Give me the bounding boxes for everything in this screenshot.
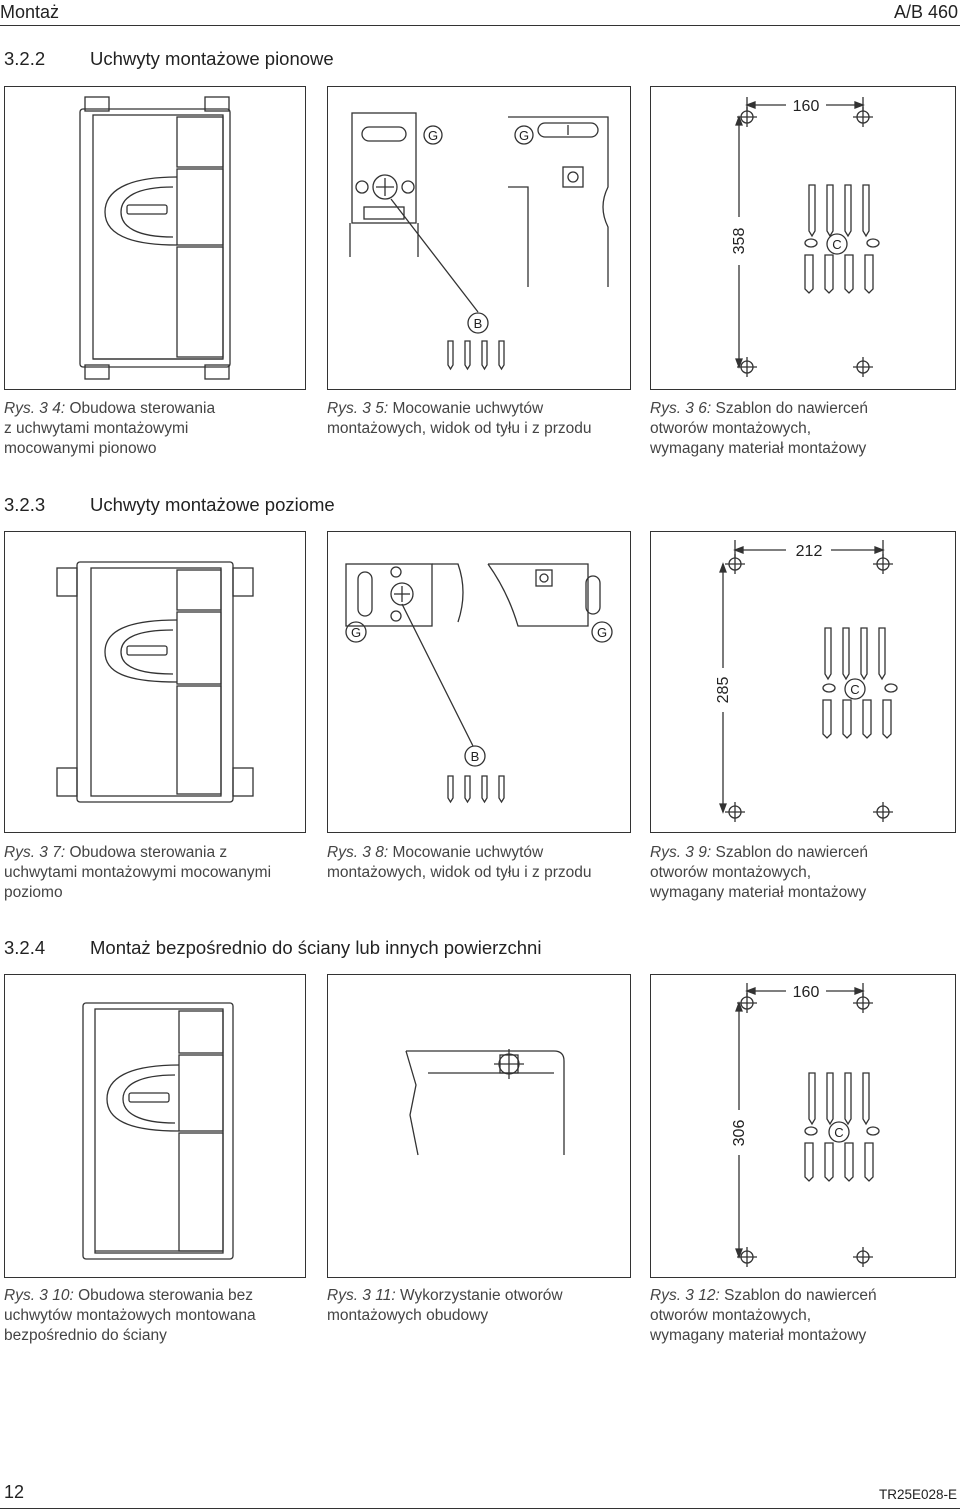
- caption-line: wymagany materiał montażowy: [650, 884, 867, 901]
- label-b: B: [473, 316, 483, 331]
- caption-line: uchwytami montażowymi mocowanymi: [4, 864, 272, 881]
- figure-3-12-drilling-template: [650, 974, 956, 1278]
- caption-line: bezpośrednio do ściany: [4, 1327, 167, 1344]
- caption-line: poziomo: [4, 884, 63, 901]
- section-number: 3.2.3: [4, 494, 46, 515]
- caption-line: Mocowanie uchwytów: [392, 844, 544, 861]
- hole-drawing: [328, 975, 631, 1278]
- section-heading-direct: [4, 937, 541, 959]
- section-heading-horizontal: [4, 494, 335, 516]
- figure-3-10-housing-direct: [4, 974, 306, 1278]
- label-g-right: G: [596, 625, 608, 640]
- caption-line: wymagany materiał montażowy: [650, 1327, 867, 1344]
- bracket-drawing: [328, 87, 631, 390]
- housing-drawing: [5, 532, 306, 833]
- label-c: C: [834, 1125, 844, 1140]
- caption-line: otworów montażowych,: [650, 420, 812, 437]
- caption-3-11: [327, 1286, 632, 1326]
- caption-ref: Rys. 3 6:: [650, 400, 712, 417]
- wall-plugs-icon: [805, 1143, 873, 1181]
- caption-line: Mocowanie uchwytów: [392, 400, 544, 417]
- washers-icon: [823, 684, 897, 692]
- label-c: C: [850, 682, 860, 697]
- caption-ref: Rys. 3 5:: [327, 400, 389, 417]
- label-g-right: G: [518, 128, 530, 143]
- screw-set-icon: [448, 776, 504, 802]
- caption-3-9: [650, 843, 955, 903]
- figure-3-5-bracket-mounting: [327, 86, 631, 390]
- caption-line: uchwytów montażowych montowana: [4, 1307, 256, 1324]
- caption-3-6: [650, 399, 955, 459]
- caption-line: z uchwytami montażowymi: [4, 420, 189, 437]
- caption-line: Wykorzystanie otworów: [399, 1287, 563, 1304]
- figure-3-11-housing-holes: [327, 974, 631, 1278]
- caption-ref: Rys. 3 8:: [327, 844, 389, 861]
- label-g-left: G: [427, 128, 439, 143]
- figure-3-8-bracket-mounting: [327, 531, 631, 833]
- document-code: TR25E028-E: [878, 1487, 957, 1502]
- housing-drawing: [5, 87, 306, 390]
- caption-ref: Rys. 3 12:: [650, 1287, 720, 1304]
- label-b: B: [470, 749, 480, 764]
- caption-ref: Rys. 3 9:: [650, 844, 712, 861]
- screws-icon: [809, 1073, 869, 1124]
- dimension-width: 160: [792, 984, 820, 1001]
- figure-3-4-housing-vertical-brackets: [4, 86, 306, 390]
- dimension-height: 306: [731, 1119, 748, 1147]
- caption-ref: Rys. 3 4:: [4, 400, 66, 417]
- template-drawing: [651, 87, 956, 390]
- dimension-height: 285: [715, 676, 732, 704]
- footer-rule: [0, 1508, 960, 1509]
- figure-3-9-drilling-template: [650, 531, 956, 833]
- caption-line: Szablon do nawierceń: [724, 1287, 877, 1304]
- section-heading-vertical: [4, 48, 334, 70]
- caption-line: Obudowa sterowania bez: [78, 1287, 254, 1304]
- wall-plugs-icon: [805, 255, 873, 293]
- header-device-name: A/B 460: [893, 2, 958, 22]
- page-header: [0, 0, 960, 26]
- caption-ref: Rys. 3 10:: [4, 1287, 74, 1304]
- caption-line: mocowanymi pionowo: [4, 440, 157, 457]
- section-title: Uchwyty montażowe poziome: [90, 494, 335, 515]
- dimension-width: 212: [795, 543, 823, 560]
- header-rule: [0, 25, 960, 26]
- bracket-drawing: [328, 532, 631, 833]
- screws-icon: [825, 628, 885, 679]
- figure-3-6-drilling-template: [650, 86, 956, 390]
- caption-3-8: [327, 843, 632, 883]
- screws-icon: [809, 185, 869, 236]
- template-drawing: [651, 975, 956, 1278]
- template-drawing: [651, 532, 956, 833]
- header-section-title: Montaż: [0, 2, 60, 22]
- caption-3-7: [4, 843, 309, 903]
- section-number: 3.2.2: [4, 48, 46, 69]
- dimension-width: 160: [792, 98, 820, 115]
- washers-icon: [805, 239, 879, 247]
- caption-3-4: [4, 399, 309, 459]
- screw-set-icon: [448, 341, 504, 369]
- caption-line: Szablon do nawierceń: [715, 844, 869, 861]
- caption-line: montażowych, widok od tyłu i z przodu: [327, 420, 592, 437]
- section-number: 3.2.4: [4, 937, 46, 958]
- caption-3-12: [650, 1286, 955, 1346]
- label-c: C: [832, 237, 842, 252]
- figure-3-7-housing-horizontal-brackets: [4, 531, 306, 833]
- caption-line: Obudowa sterowania: [69, 400, 216, 417]
- caption-line: montażowych obudowy: [327, 1307, 489, 1324]
- caption-line: otworów montażowych,: [650, 1307, 812, 1324]
- caption-3-10: [4, 1286, 309, 1346]
- label-g-left: G: [350, 625, 362, 640]
- section-title: Montaż bezpośrednio do ściany lub innych powierzchni: [90, 937, 542, 958]
- section-title: Uchwyty montażowe pionowe: [90, 48, 334, 69]
- caption-ref: Rys. 3 7:: [4, 844, 66, 861]
- caption-line: wymagany materiał montażowy: [650, 440, 867, 457]
- caption-line: otworów montażowych,: [650, 864, 812, 881]
- housing-drawing: [5, 975, 306, 1278]
- caption-ref: Rys. 3 11:: [327, 1287, 396, 1304]
- dimension-height: 358: [731, 227, 748, 255]
- wall-plugs-icon: [823, 700, 891, 738]
- caption-line: Obudowa sterowania z: [69, 844, 228, 861]
- page-number: 12: [4, 1482, 25, 1502]
- caption-line: Szablon do nawierceń: [715, 400, 869, 417]
- caption-line: montażowych, widok od tyłu i z przodu: [327, 864, 592, 881]
- caption-3-5: [327, 399, 632, 439]
